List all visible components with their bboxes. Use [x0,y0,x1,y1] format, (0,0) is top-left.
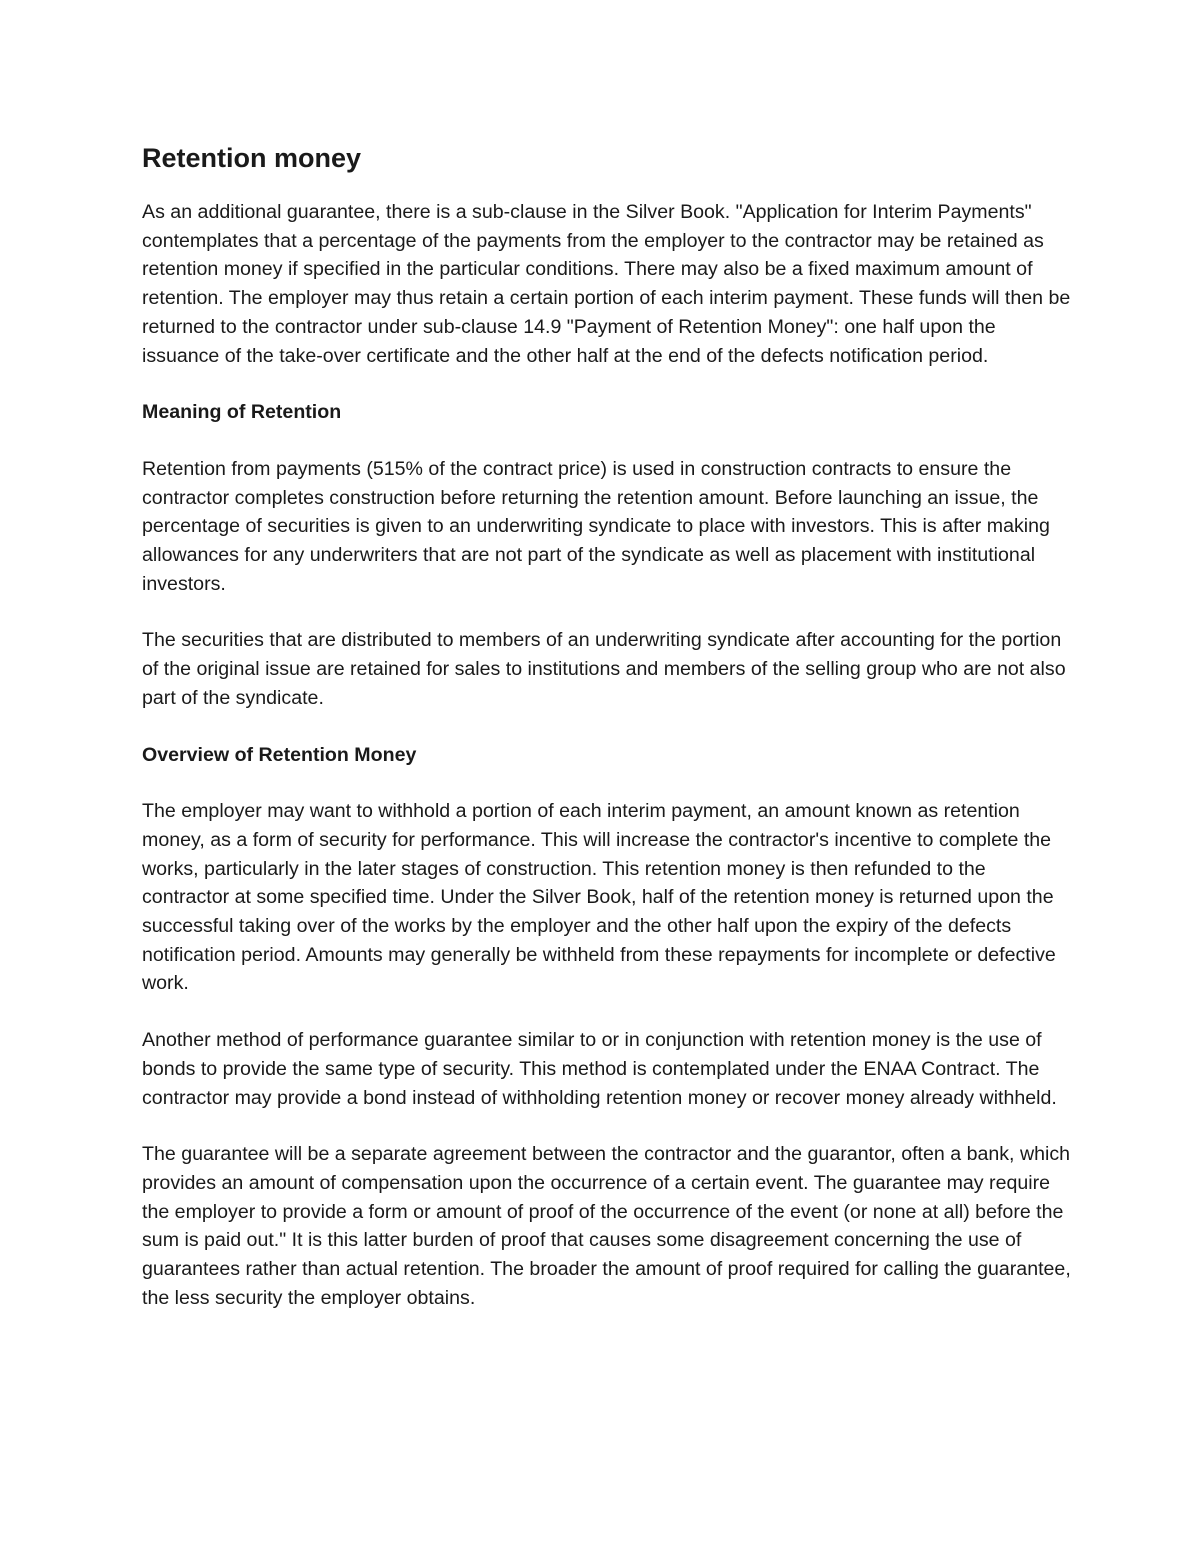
section-heading-overview: Overview of Retention Money [142,743,417,766]
meaning-paragraph-1: Retention from payments (515% of the contract price) is used in construction contracts to ensure the contractor completes construction before returning the retention amount. Before launching an issue, the percentage of securities is given to an underwriting syndicate to place with investors. This is after making allowances for any underwriters that are not part of the syndicate as well as placement with institutional investors. [142,457,1050,595]
overview-paragraph-1: The employer may want to withhold a portion of each interim payment, an amount known as retention money, as a form of security for performance. This will increase the contractor's incentive to complete the works, particularly in the later stages of construction. This retention money is then refunded to the contractor at some specified time. Under the Silver Book, half of the retention money is returned upon the successful taking over of the works by the employer and the other half upon the expiry of the defects notification period. Amounts may generally be withheld from these repayments for incomplete or defective work. [142,800,1056,995]
meaning-paragraph-2: The securities that are distributed to members of an underwriting syndicate after accounting for the portion of the original issue are retained for sales to institutions and members of the selling group who are not also part of the syndicate. [142,629,1066,709]
intro-paragraph: As an additional guarantee, there is a sub-clause in the Silver Book. "Application for Interim Payments" contemplates that a percentage of the payments from the employer to the contractor may be retained as retention money if specified in the particular conditions. There may also be a fixed maximum amount of retention. The employer may thus retain a certain portion of each interim payment. These funds will then be returned to the contractor under sub-clause 14.9 "Payment of Retention Money": one half upon the issuance of the take-over certificate and the other half at the end of the defects notification period. [142,201,1071,367]
section-heading-meaning: Meaning of Retention [142,401,342,424]
document-page [142,140,1072,1341]
overview-paragraph-3: The guarantee will be a separate agreement between the contractor and the guarantor, often a bank, which provides an amount of compensation upon the occurrence of a certain event. The guarantee may require the employer to provide a form or amount of proof of the occurrence of the event (or none at all) before the sum is paid out." It is this latter burden of proof that causes some disagreement concerning the use of guarantees rather than actual retention. The broader the amount of proof required for calling the guarantee, the less security the employer obtains. [142,1143,1071,1309]
overview-paragraph-2: Another method of performance guarantee similar to or in conjunction with retention money is the use of bonds to provide the same type of security. This method is contemplated under the ENAA Contract. The contractor may provide a bond instead of withholding retention money or recover money already withheld. [142,1029,1057,1109]
document-title: Retention money [142,143,362,173]
